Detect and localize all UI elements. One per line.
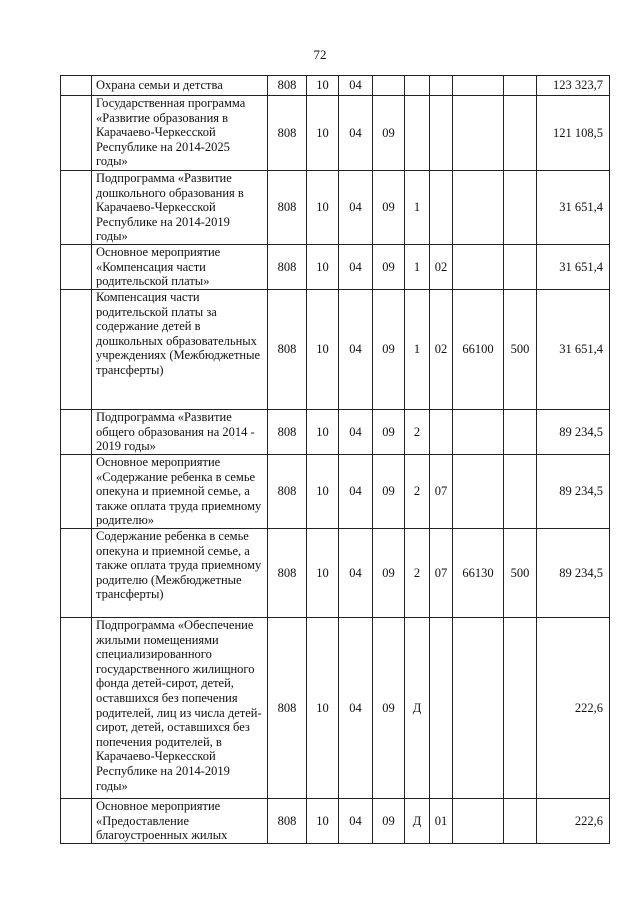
cell-c1: 09 [373, 410, 405, 455]
cell-c3 [430, 618, 453, 799]
cell-c4 [453, 455, 504, 529]
cell-vr [504, 245, 537, 290]
cell-c1: 09 [373, 171, 405, 245]
cell-pr: 04 [339, 529, 373, 618]
cell-name: Охрана семьи и детства [92, 76, 268, 96]
cell-c2: 1 [405, 171, 430, 245]
cell-sum: 222,6 [537, 799, 610, 844]
cell-pr: 04 [339, 799, 373, 844]
row-margin-cell [61, 529, 92, 618]
cell-c4: 66100 [453, 290, 504, 410]
cell-pr: 04 [339, 290, 373, 410]
cell-rz: 10 [307, 410, 339, 455]
cell-rz: 10 [307, 618, 339, 799]
cell-sum: 89 234,5 [537, 455, 610, 529]
row-margin-cell [61, 96, 92, 171]
cell-ved: 808 [268, 410, 307, 455]
cell-rz: 10 [307, 76, 339, 96]
cell-c1: 09 [373, 799, 405, 844]
table-row [61, 529, 610, 618]
cell-sum: 123 323,7 [537, 76, 610, 96]
cell-c1 [373, 76, 405, 96]
cell-c1: 09 [373, 529, 405, 618]
cell-name: Подпрограмма «Развитие общего образования на 2014 - 2019 годы» [92, 410, 268, 455]
cell-ved: 808 [268, 799, 307, 844]
cell-vr [504, 171, 537, 245]
table-row [61, 455, 610, 529]
cell-name: Основное мероприятие «Предоставление благоустроенных жилых [92, 799, 268, 844]
page-number: 72 [313, 47, 327, 62]
cell-rz: 10 [307, 245, 339, 290]
cell-ved: 808 [268, 171, 307, 245]
row-margin-cell [61, 76, 92, 96]
cell-c3 [430, 171, 453, 245]
cell-name: Содержание ребенка в семье опекуна и приемной семье, а также оплата труда приемному родителю (Межбюджетные трансферты) [92, 529, 268, 618]
cell-c3: 02 [430, 290, 453, 410]
cell-c2: 2 [405, 455, 430, 529]
cell-c3 [430, 96, 453, 171]
cell-c3 [430, 76, 453, 96]
cell-sum: 89 234,5 [537, 529, 610, 618]
cell-c3: 01 [430, 799, 453, 844]
cell-name: Подпрограмма «Обеспечение жилыми помещениями специализированного государственного жилищного фонда детей-сирот, детей, оставшихся без попечения родителей, лиц из числа детей-сирот, детей, оставшихся без попечения родителей, в Карачаево-Черкесской Республике на 2014-2019 годы» [92, 618, 268, 799]
table-body [61, 76, 610, 844]
cell-c2 [405, 96, 430, 171]
table-row [61, 618, 610, 799]
cell-c3: 07 [430, 529, 453, 618]
row-margin-cell [61, 618, 92, 799]
cell-c4 [453, 245, 504, 290]
cell-ved: 808 [268, 455, 307, 529]
cell-c4 [453, 799, 504, 844]
cell-pr: 04 [339, 96, 373, 171]
cell-c1: 09 [373, 96, 405, 171]
cell-pr: 04 [339, 410, 373, 455]
cell-name: Компенсация части родительской платы за содержание детей в дошкольных образовательных учреждениях (Межбюджетные трансферты) [92, 290, 268, 410]
table-row [61, 410, 610, 455]
budget-table [60, 75, 610, 844]
cell-c4 [453, 618, 504, 799]
cell-c2: 2 [405, 410, 430, 455]
cell-vr [504, 799, 537, 844]
cell-sum: 121 108,5 [537, 96, 610, 171]
cell-rz: 10 [307, 529, 339, 618]
cell-vr [504, 410, 537, 455]
cell-pr: 04 [339, 171, 373, 245]
cell-vr [504, 96, 537, 171]
row-margin-cell [61, 245, 92, 290]
cell-name: Основное мероприятие «Компенсация части родительской платы» [92, 245, 268, 290]
table-row [61, 290, 610, 410]
table-row [61, 76, 610, 96]
cell-sum: 31 651,4 [537, 171, 610, 245]
cell-ved: 808 [268, 245, 307, 290]
cell-pr: 04 [339, 455, 373, 529]
cell-c2 [405, 76, 430, 96]
cell-sum: 31 651,4 [537, 290, 610, 410]
cell-c3 [430, 410, 453, 455]
cell-sum: 31 651,4 [537, 245, 610, 290]
cell-sum: 89 234,5 [537, 410, 610, 455]
cell-pr: 04 [339, 76, 373, 96]
table-row [61, 245, 610, 290]
cell-ved: 808 [268, 96, 307, 171]
cell-c2: 1 [405, 290, 430, 410]
cell-vr [504, 618, 537, 799]
cell-vr: 500 [504, 290, 537, 410]
cell-c2: Д [405, 618, 430, 799]
cell-c4 [453, 410, 504, 455]
cell-sum: 222,6 [537, 618, 610, 799]
row-margin-cell [61, 290, 92, 410]
cell-rz: 10 [307, 96, 339, 171]
table-row [61, 799, 610, 844]
cell-ved: 808 [268, 290, 307, 410]
cell-c1: 09 [373, 290, 405, 410]
cell-rz: 10 [307, 171, 339, 245]
cell-ved: 808 [268, 76, 307, 96]
cell-name: Основное мероприятие «Содержание ребенка в семье опекуна и приемной семье, а также оплата труда приемному родителю» [92, 455, 268, 529]
cell-rz: 10 [307, 455, 339, 529]
cell-c3: 07 [430, 455, 453, 529]
cell-c1: 09 [373, 455, 405, 529]
row-margin-cell [61, 455, 92, 529]
cell-c2: 1 [405, 245, 430, 290]
cell-c3: 02 [430, 245, 453, 290]
cell-rz: 10 [307, 799, 339, 844]
cell-c1: 09 [373, 245, 405, 290]
cell-c1: 09 [373, 618, 405, 799]
cell-name: Подпрограмма «Развитие дошкольного образования в Карачаево-Черкесской Республике на 2014-2019 годы» [92, 171, 268, 245]
row-margin-cell [61, 410, 92, 455]
row-margin-cell [61, 171, 92, 245]
cell-c4 [453, 76, 504, 96]
cell-pr: 04 [339, 245, 373, 290]
table-row [61, 96, 610, 171]
cell-c2: 2 [405, 529, 430, 618]
cell-c4: 66130 [453, 529, 504, 618]
cell-c2: Д [405, 799, 430, 844]
cell-c4 [453, 171, 504, 245]
cell-pr: 04 [339, 618, 373, 799]
cell-vr [504, 76, 537, 96]
cell-ved: 808 [268, 529, 307, 618]
cell-c4 [453, 96, 504, 171]
cell-ved: 808 [268, 618, 307, 799]
cell-name: Государственная программа «Развитие образования в Карачаево-Черкесской Республике на 2014-2025 годы» [92, 96, 268, 171]
row-margin-cell [61, 799, 92, 844]
cell-rz: 10 [307, 290, 339, 410]
cell-vr [504, 455, 537, 529]
cell-vr: 500 [504, 529, 537, 618]
table-row [61, 171, 610, 245]
